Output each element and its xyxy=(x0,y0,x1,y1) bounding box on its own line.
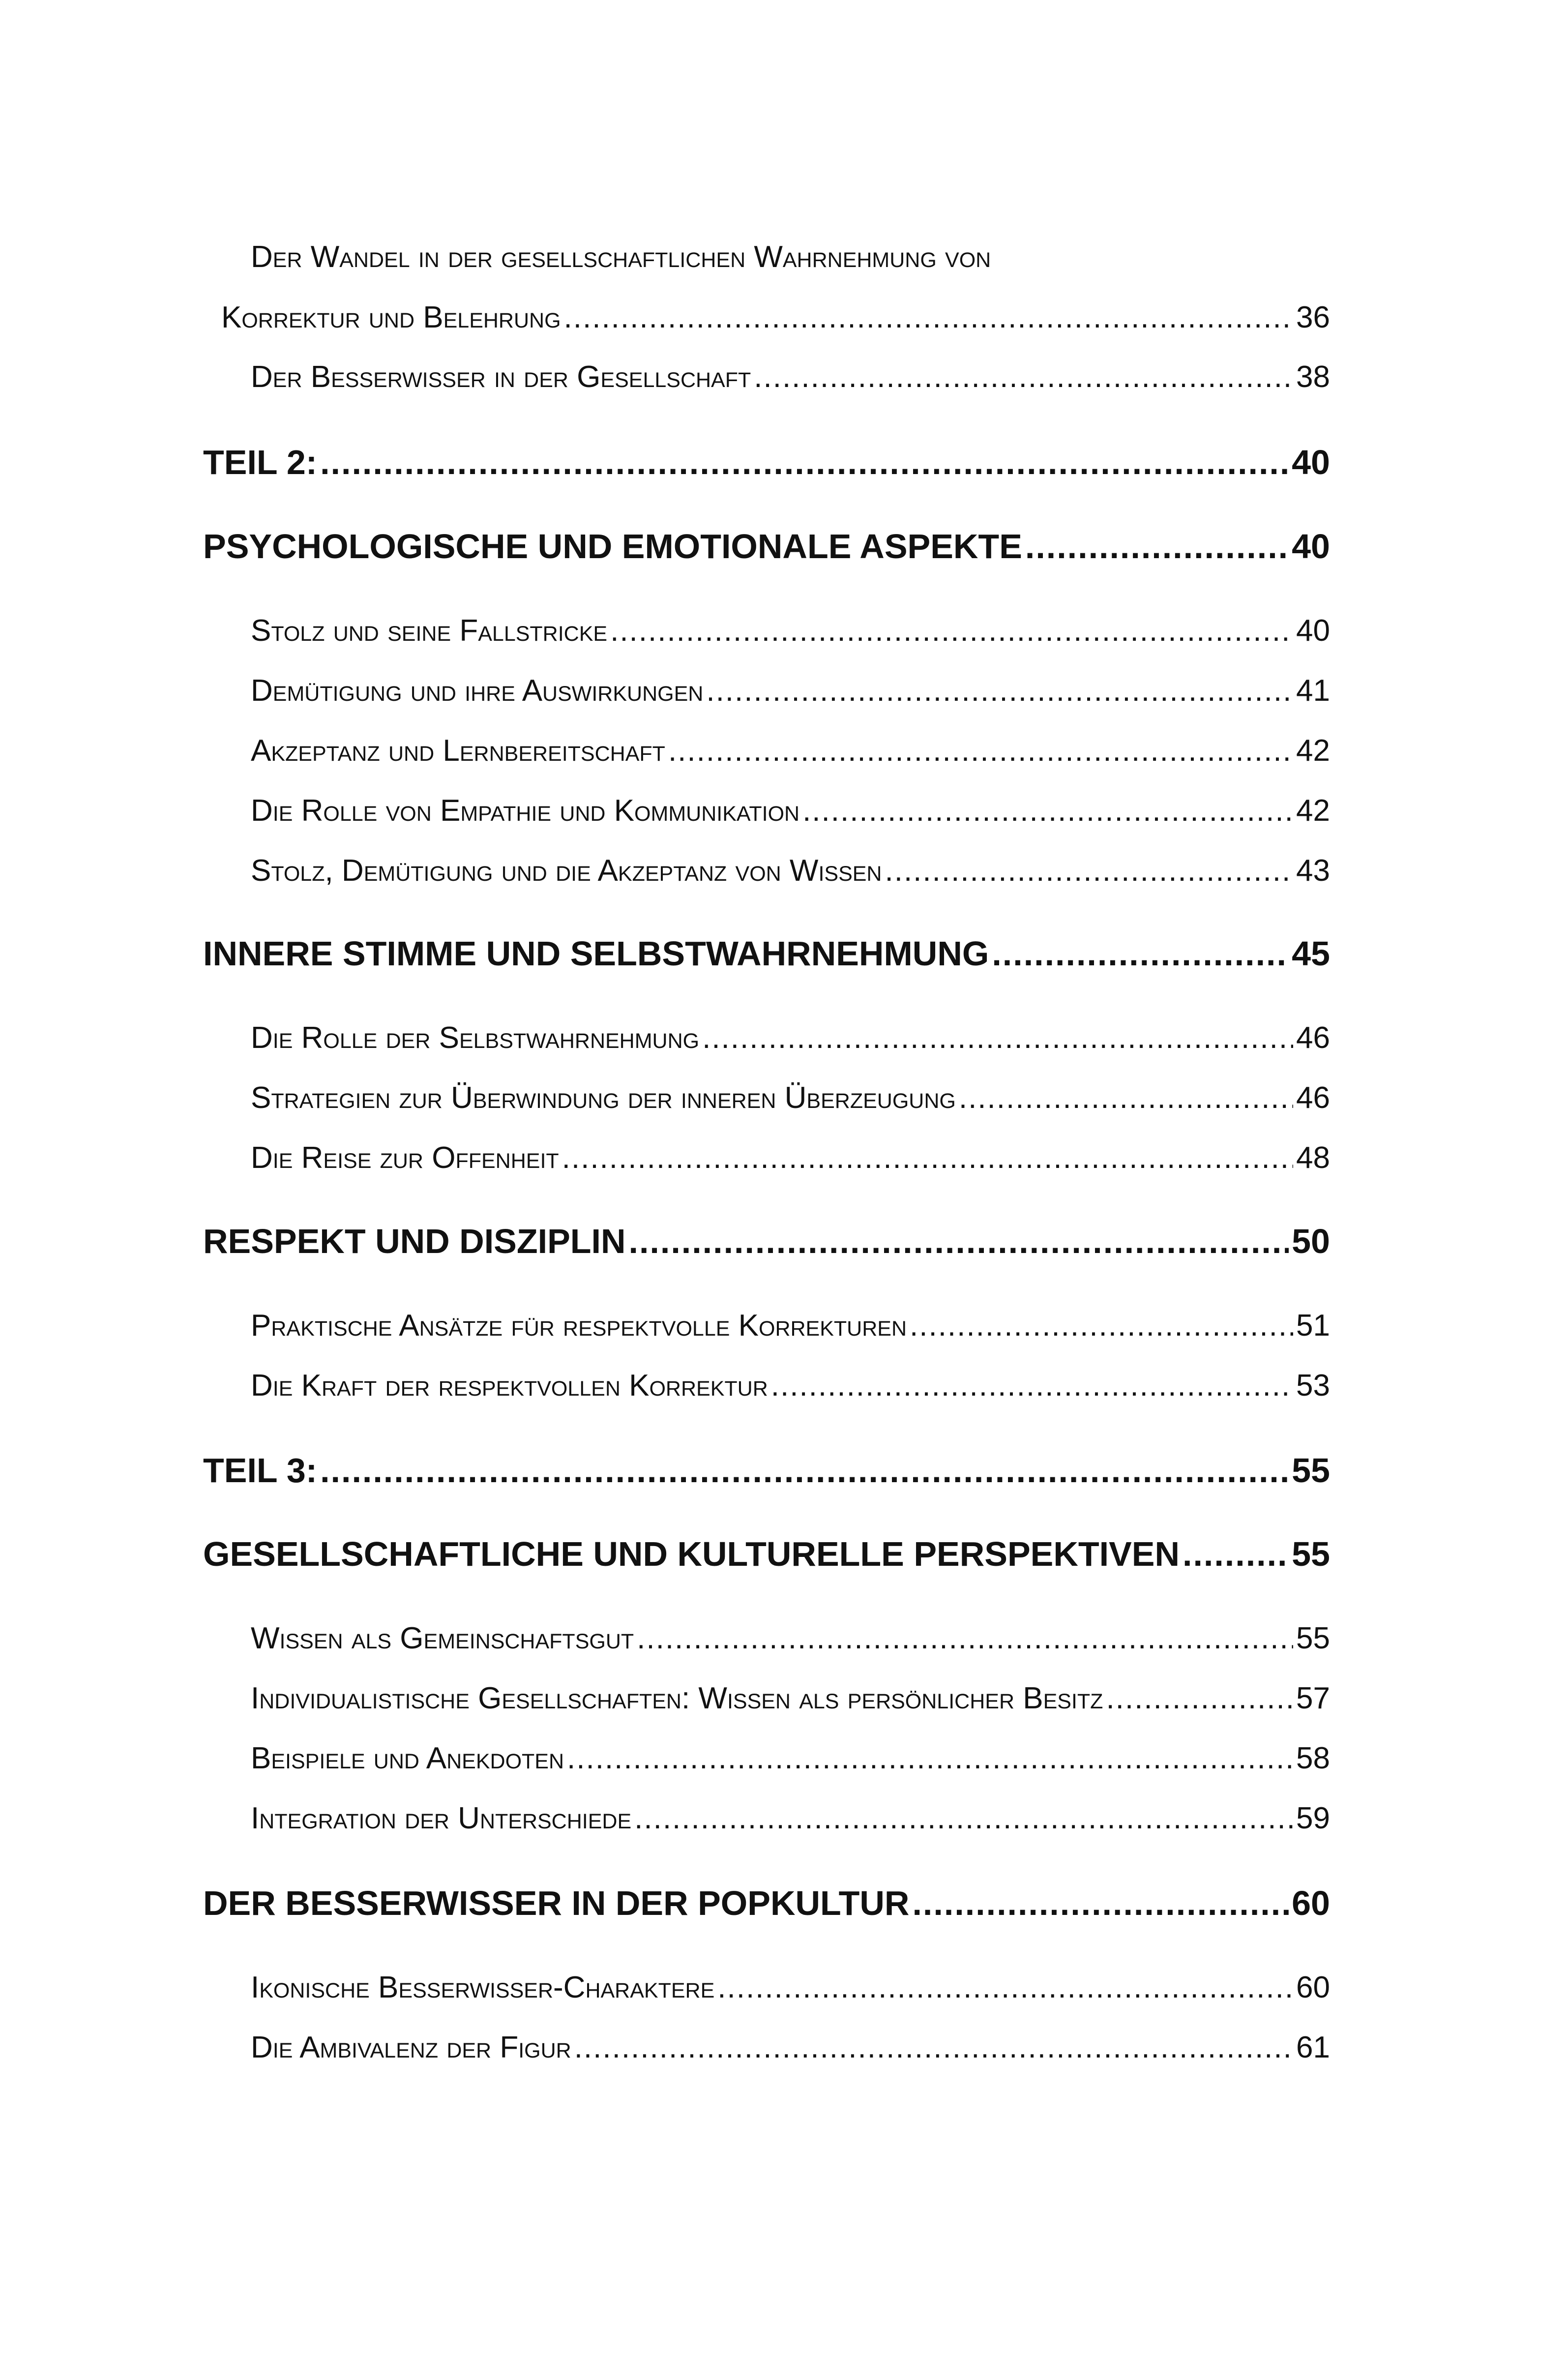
toc-chapter xyxy=(203,527,1330,566)
toc-chapter-page: 60 xyxy=(1292,1884,1330,1922)
toc-section-wrapped-line: Der Wandel in der gesellschaftlichen Wahrnehmung von xyxy=(251,240,991,274)
toc-entry-page: 60 xyxy=(1296,1970,1330,2004)
dot-leader xyxy=(610,613,1293,648)
toc-entry-title: Die Rolle der Selbstwahrnehmung xyxy=(251,1021,700,1055)
toc-entry xyxy=(251,359,1330,394)
toc-entry-page: 46 xyxy=(1296,1081,1330,1115)
toc-entry xyxy=(251,1741,1330,1776)
toc-entry-page: 55 xyxy=(1296,1621,1330,1655)
toc-chapter xyxy=(203,934,1330,973)
toc-entry-title: Akzeptanz und Lernbereitschaft xyxy=(251,734,665,768)
dot-leader xyxy=(706,673,1293,708)
dot-leader xyxy=(910,1308,1293,1343)
dot-leader xyxy=(574,2030,1293,2065)
toc-entry-page: 38 xyxy=(1296,360,1330,394)
toc-entry xyxy=(251,733,1330,768)
toc-entry-page: 36 xyxy=(1296,300,1330,334)
toc-chapter xyxy=(203,1222,1330,1261)
toc-entry xyxy=(251,1368,1330,1403)
toc-entry-title: Der Besserwisser in der Gesellschaft xyxy=(251,360,751,394)
toc-entry-title: Die Rolle von Empathie und Kommunikation xyxy=(251,794,800,828)
dot-leader xyxy=(567,1741,1293,1776)
toc-chapter-title: TEIL 3: xyxy=(203,1451,318,1490)
toc-entry-title: Korrektur und Belehrung xyxy=(221,300,561,334)
toc-chapter-title: GESELLSCHAFTLICHE UND KULTURELLE PERSPEKTIVEN xyxy=(203,1535,1180,1573)
toc-entry-page: 58 xyxy=(1296,1741,1330,1775)
dot-leader xyxy=(912,1883,1289,1923)
dot-leader xyxy=(1025,527,1289,566)
toc-chapter-page: 40 xyxy=(1292,443,1330,481)
toc-entry-title: Demütigung und ihre Auswirkungen xyxy=(251,674,704,708)
toc-entry-title: Die Ambivalenz der Figur xyxy=(251,2030,571,2064)
toc-entry-page: 61 xyxy=(1296,2030,1330,2064)
toc-entry xyxy=(251,853,1330,888)
toc-entry-title: Stolz, Demütigung und die Akzeptanz von Wissen xyxy=(251,854,882,888)
toc-chapter xyxy=(203,1883,1330,1923)
toc-chapter-page: 40 xyxy=(1292,527,1330,566)
toc-entry-title: Die Kraft der respektvollen Korrektur xyxy=(251,1369,768,1403)
toc-entry-page: 51 xyxy=(1296,1309,1330,1343)
dot-leader xyxy=(717,1970,1293,2005)
toc-entry-title: Die Reise zur Offenheit xyxy=(251,1141,559,1175)
toc-chapter xyxy=(203,1451,1330,1490)
toc-entry xyxy=(251,1020,1330,1055)
toc-chapter-title: INNERE STIMME UND SELBSTWAHRNEHMUNG xyxy=(203,934,989,973)
toc-entry-title: Stolz und seine Fallstricke xyxy=(251,614,608,648)
toc-entry xyxy=(251,793,1330,828)
toc-entry-page: 41 xyxy=(1296,674,1330,708)
toc-entry xyxy=(251,673,1330,708)
dot-leader xyxy=(771,1368,1293,1403)
toc-entry-title: Ikonische Besserwisser-Charaktere xyxy=(251,1970,715,2004)
toc-entry-title: Beispiele und Anekdoten xyxy=(251,1741,564,1775)
toc-entry xyxy=(251,1801,1330,1836)
dot-leader xyxy=(885,853,1294,888)
toc-entry xyxy=(251,1681,1330,1716)
dot-leader xyxy=(702,1020,1293,1055)
dot-leader xyxy=(959,1080,1293,1115)
toc-entry xyxy=(251,2030,1330,2065)
toc-chapter-page: 50 xyxy=(1292,1222,1330,1260)
dot-leader xyxy=(637,1621,1293,1656)
toc-entry-page: 43 xyxy=(1296,854,1330,888)
toc-chapter-page: 45 xyxy=(1292,934,1330,973)
toc-chapter xyxy=(203,1534,1330,1574)
toc-entry xyxy=(251,1308,1330,1343)
toc-entry xyxy=(251,613,1330,648)
toc-entry-title: Strategien zur Überwindung der inneren Überzeugung xyxy=(251,1081,956,1115)
dot-leader xyxy=(1106,1681,1293,1716)
toc-chapter-title: DER BESSERWISSER IN DER POPKULTUR xyxy=(203,1884,910,1922)
toc-entry-title: Wissen als Gemeinschaftsgut xyxy=(251,1621,634,1655)
toc-entry xyxy=(251,1621,1330,1656)
toc-entry-page: 40 xyxy=(1296,614,1330,648)
toc-entry-page: 46 xyxy=(1296,1021,1330,1055)
toc-chapter-title: PSYCHOLOGISCHE UND EMOTIONALE ASPEKTE xyxy=(203,527,1022,566)
toc-entry xyxy=(221,300,1330,335)
dot-leader xyxy=(668,733,1293,768)
dot-leader xyxy=(754,359,1293,394)
toc-chapter-title: RESPEKT UND DISZIPLIN xyxy=(203,1222,626,1260)
toc-chapter-page: 55 xyxy=(1292,1535,1330,1573)
dot-leader xyxy=(320,443,1289,482)
dot-leader xyxy=(562,1140,1293,1175)
dot-leader xyxy=(1183,1534,1289,1574)
toc-entry-page: 42 xyxy=(1296,734,1330,768)
toc-entry-title: Integration der Unterschiede xyxy=(251,1801,632,1835)
toc-entry-title: Praktische Ansätze für respektvolle Korrekturen xyxy=(251,1309,907,1343)
toc-chapter-title: TEIL 2: xyxy=(203,443,318,481)
dot-leader xyxy=(629,1222,1289,1261)
toc-entry-page: 53 xyxy=(1296,1369,1330,1403)
toc-entry xyxy=(251,1080,1330,1115)
dot-leader xyxy=(320,1451,1289,1490)
toc-chapter xyxy=(203,443,1330,482)
dot-leader xyxy=(802,793,1293,828)
toc-entry-page: 42 xyxy=(1296,794,1330,828)
toc-chapter-page: 55 xyxy=(1292,1451,1330,1490)
toc-entry-page: 59 xyxy=(1296,1801,1330,1835)
toc-entry-page: 48 xyxy=(1296,1141,1330,1175)
dot-leader xyxy=(634,1801,1293,1836)
toc-entry-page: 57 xyxy=(1296,1681,1330,1715)
toc-entry xyxy=(251,1140,1330,1175)
toc-entry-title: Individualistische Gesellschaften: Wissen als persönlicher Besitz xyxy=(251,1681,1103,1715)
dot-leader xyxy=(992,934,1289,973)
dot-leader xyxy=(564,300,1293,335)
toc-entry xyxy=(251,1970,1330,2005)
